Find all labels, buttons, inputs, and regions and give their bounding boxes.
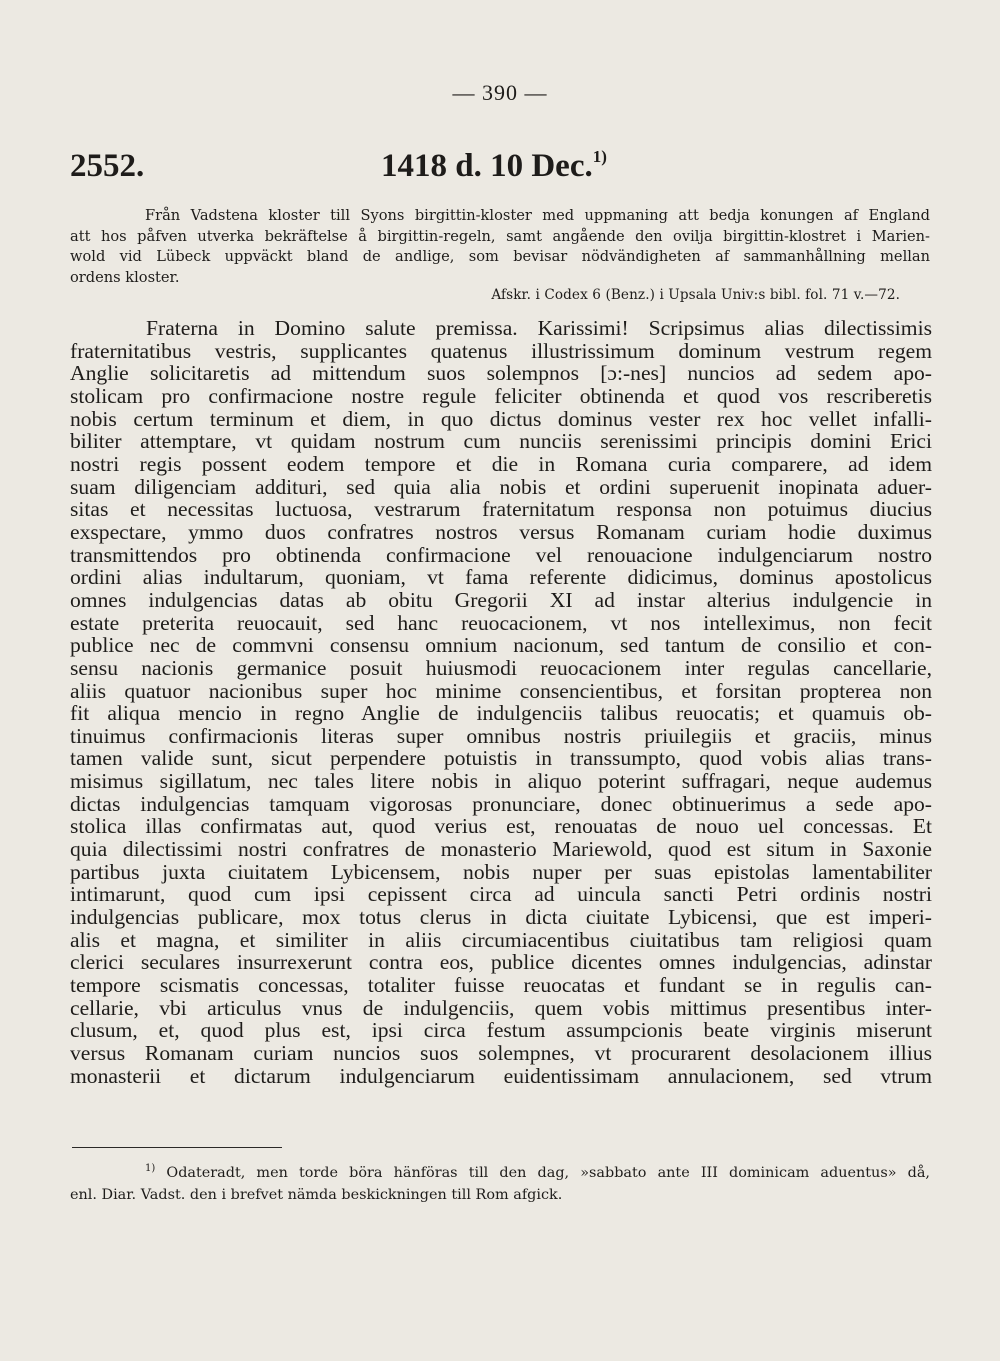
footnote-line: enl. Diar. Vadst. den i brefvet nämda beskickningen till Rom afgick. xyxy=(70,1186,563,1203)
body-line: publice nec de commvni consensu omnium nacionum, sed tantum de consilio et con- xyxy=(70,633,932,658)
body-line: stolicam pro confirmacione nostre regule feliciter obtinenda et quod vos rescriberetis xyxy=(70,383,932,408)
body-line: clerici seculares insurrexerunt contra eos, publice dicentes omnes indulgencias, adinstar xyxy=(70,950,932,975)
footnote-line xyxy=(70,1158,930,1184)
body-line: transmittendos pro obtinenda confirmacione vel renouacione indulgenciarum nostro xyxy=(70,542,932,567)
body-line: dictas indulgencias tamquam vigorosas pronunciare, donec obtinuerimus a sede apo- xyxy=(70,791,932,816)
footnote-text: Odateradt, men torde böra hänföras till den dag, »sabbato ante III dominicam aduentus» då, xyxy=(166,1164,930,1181)
body-line: omnes indulgencias datas ab obitu Gregorii XI ad instar alterius indulgencie in xyxy=(70,587,932,612)
summary-line: att hos påfven utverka bekräftelse å birgittin-regeln, samt angående den ovilja birgittin-klostret i Marien- xyxy=(70,227,930,245)
body-line: stolica illas confirmatas aut, quod verius est, renouatas de nouo uel concessas. Et xyxy=(70,814,932,839)
body-line: nostri regis possent eodem tempore et die in Romana curia comparere, ad idem xyxy=(70,451,932,476)
footnote xyxy=(70,1158,930,1206)
letter-date-heading xyxy=(381,148,607,185)
body-line: tamen valide sunt, sicut perpendere potuistis in transsumpto, quod vobis alias trans- xyxy=(70,746,932,771)
body-line: tempore scismatis concessas, totaliter fuisse reuocatas et fundant se in regulis can- xyxy=(70,973,932,998)
source-reference: Afskr. i Codex 6 (Benz.) i Upsala Univ:s bibl. fol. 71 v.—72. xyxy=(491,287,900,303)
summary-line: wold vid Lübeck uppväckt bland de andlige, som bevisar nödvändigheten af sammanhållning mellan xyxy=(70,248,930,265)
body-line: fraternitatibus vestris, supplicantes quatenus illustrissimum dominum vestrum regem xyxy=(70,338,932,363)
body-line: estate preterita reuocauit, sed hanc reuocacionem, vt nos intelleximus, non fecit xyxy=(70,610,932,635)
body-line: versus Romanam curiam nuncios suos solempnes, vt procurarent desolacionem illius xyxy=(70,1041,932,1065)
body-line: suam diligenciam addituri, sed quia alia nobis et ordini superuenit inopinata aduer- xyxy=(70,474,932,499)
body-line: intimarunt, quod cum ipsi cepissent circa ad uincula sancti Petri ordinis nostri xyxy=(70,882,932,907)
body-line: nobis certum terminum et diem, in quo dictus dominus vester rex hoc vellet infalli- xyxy=(70,406,932,431)
body-line: quia dilectissimi nostri confratres de monasterio Mariewold, quod est situm in Saxonie xyxy=(70,837,932,862)
footnote-divider xyxy=(72,1147,282,1148)
body-line: cellarie, vbi articulus vnus de indulgenciis, quem vobis mittimus presentibus inter- xyxy=(70,995,932,1020)
body-line: tinuimus confirmacionis literas super omnibus nostris priuilegiis et graciis, minus xyxy=(70,723,932,748)
body-line: Anglie solicitaretis ad mittendum suos solempnos [ɔ:-nes] nuncios ad sedem apo- xyxy=(70,361,932,386)
body-line: ordini alias indultarum, quoniam, vt fama referente didicimus, dominus apostolicus xyxy=(70,565,932,590)
body-line: misimus sigillatum, nec tales litere nobis in aliquo poterint suffragari, neque audemus xyxy=(70,769,932,794)
body-line: partibus juxta ciuitatem Lybicensem, nobis nuper per suas epistolas lamentabiliter xyxy=(70,859,932,884)
letter-header xyxy=(70,148,930,192)
footnote-marker: 1) xyxy=(145,1163,156,1174)
letter-date: 1418 d. 10 Dec. xyxy=(381,148,593,184)
body-line: biliter attemptare, vt quidam nostrum cum nunciis serenissimi principis domini Erici xyxy=(70,429,932,454)
body-line: indulgencias publicare, mox totus clerus in dicta ciuitate Lybicensi, que est imperi- xyxy=(70,905,932,930)
body-line: exspectare, ymmo duos confratres nostros versus Romanam curiam hodie duximus xyxy=(70,519,932,544)
letter-body xyxy=(70,317,932,1087)
body-line: clusum, et, quod plus est, ipsi circa festum assumpcionis beate virginis miserunt xyxy=(70,1018,932,1043)
body-line: Fraterna in Domino salute premissa. Karissimi! Scripsimus alias dilectissimis xyxy=(146,316,932,340)
summary-line: Från Vadstena kloster till Syons birgittin-kloster med uppmaning att bedja konungen af England xyxy=(145,207,930,224)
body-line: alis et magna, et similiter in aliis circumiacentibus ciuitatibus tam religiosi quam xyxy=(70,927,932,952)
body-line: sitas et necessitas luctuosa, vestrarum fraternitatum responsa non potuimus diucius xyxy=(70,497,932,522)
page-number: — 390 — xyxy=(452,80,548,105)
letter-summary xyxy=(70,206,930,288)
body-line: fit aliqua mencio in regno Anglie de indulgenciis talibus reuocatis; et quamuis ob- xyxy=(70,701,932,726)
body-line: monasterii et dictarum indulgenciarum euidentissimam annulacionem, sed vtrum xyxy=(70,1063,932,1088)
body-line: sensu nacionis germanice posuit huiusmodi reuocacionem inter regulas cancellarie, xyxy=(70,655,932,680)
date-footnote-marker: 1) xyxy=(592,147,607,166)
summary-line: ordens kloster. xyxy=(70,268,180,286)
letter-number: 2552. xyxy=(70,148,145,184)
body-line: aliis quatuor nacionibus super hoc minime consencientibus, et forsitan propterea non xyxy=(70,678,932,703)
